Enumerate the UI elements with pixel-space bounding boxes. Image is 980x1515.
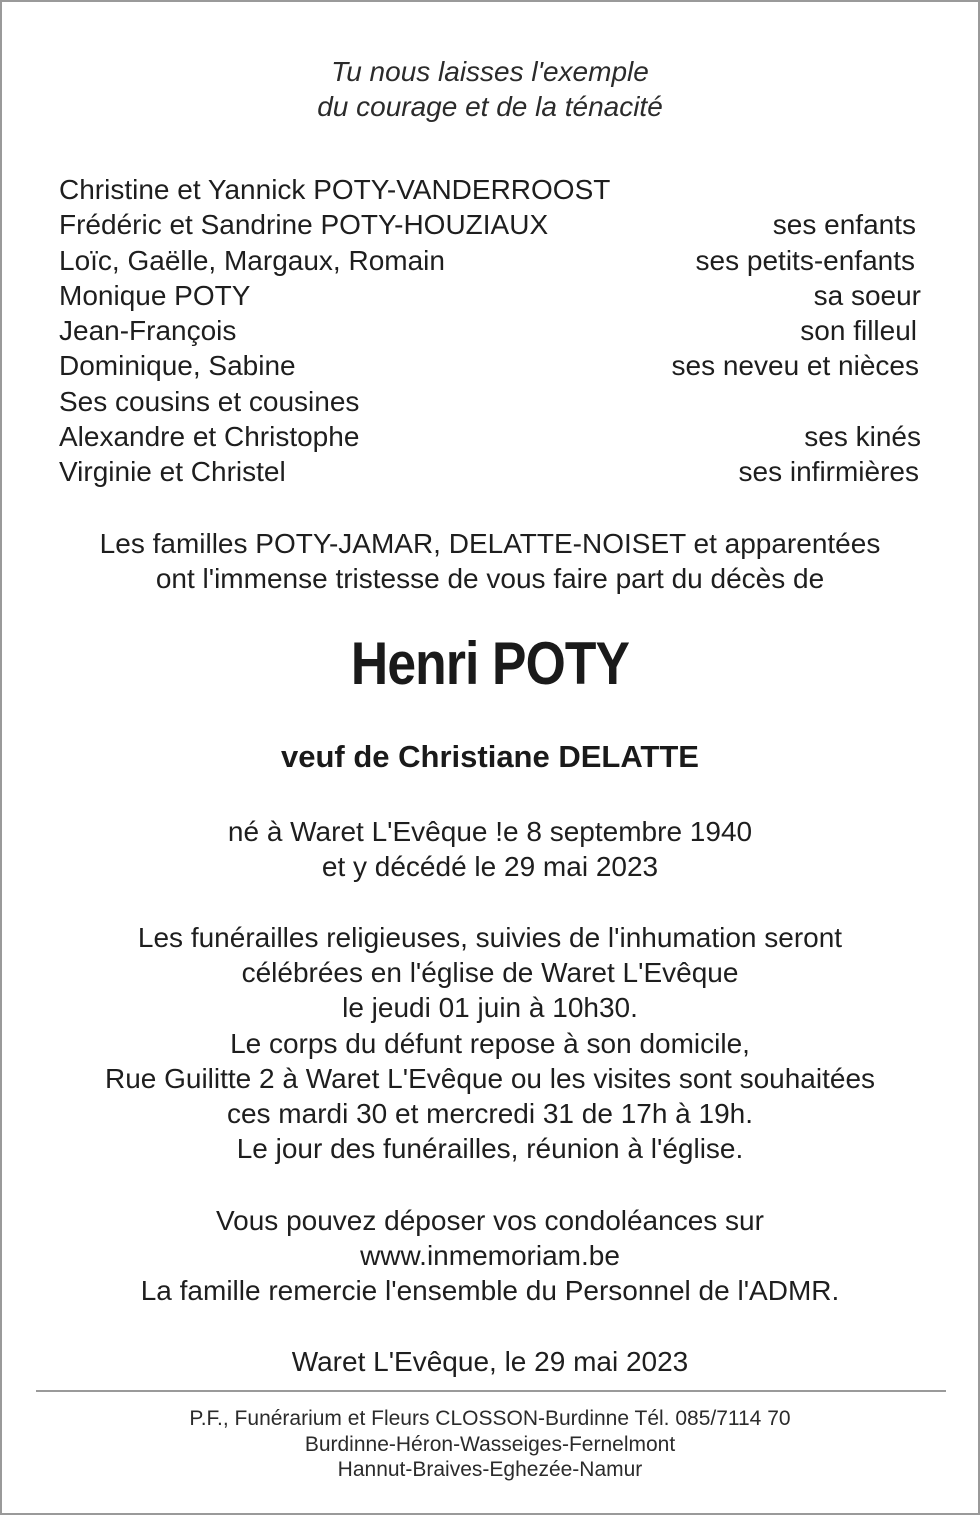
footer-divider	[36, 1390, 946, 1392]
family-names: Virginie et Christel	[59, 456, 286, 488]
family-names: Dominique, Sabine	[59, 350, 296, 382]
intro-line-1: Les familles POTY-JAMAR, DELATTE-NOISET et apparentées	[99, 528, 881, 559]
deceased-name: Henri POTY	[350, 630, 630, 697]
condolences-line: Vous pouvez déposer vos condoléances sur	[216, 1205, 764, 1236]
birth-line: né à Waret L'Evêque !e 8 septembre 1940	[227, 816, 753, 847]
family-relation: ses enfants	[772, 209, 916, 241]
footer-line-3: Hannut-Braives-Eghezée-Namur	[337, 1458, 643, 1481]
widow-of: veuf de Christiane DELATTE	[281, 739, 699, 774]
funeral-line: Le jour des funérailles, réunion à l'église.	[236, 1133, 744, 1165]
family-names: Frédéric et Sandrine POTY-HOUZIAUX	[59, 209, 549, 241]
family-relation: ses petits-enfants	[695, 244, 915, 276]
footer-line-1: P.F., Funérarium et Fleurs CLOSSON-Burdinne Tél. 085/7114 70	[189, 1407, 791, 1430]
quote-line-1: Tu nous laisses l'exemple	[331, 56, 649, 87]
funeral-line: le jeudi 01 juin à 10h30.	[342, 992, 638, 1024]
announcement-intro	[2, 526, 978, 596]
family-row	[59, 419, 921, 454]
family-row	[59, 278, 921, 313]
quote-line-2: du courage et de la ténacité	[317, 91, 663, 122]
condolences-info	[2, 1203, 978, 1309]
family-names: Ses cousins et cousines	[59, 385, 360, 417]
footer-line-2: Burdinne-Héron-Wasseiges-Fernelmont	[304, 1432, 676, 1456]
family-row	[59, 348, 921, 383]
funeral-home-footer	[2, 1406, 978, 1483]
family-relation: sa soeur	[813, 279, 921, 311]
family-row	[59, 207, 921, 242]
family-relation: ses infirmières	[738, 456, 919, 488]
family-names: Loïc, Gaëlle, Margaux, Romain	[59, 244, 445, 276]
funeral-line: célébrées en l'église de Waret L'Evêque	[241, 957, 739, 989]
family-names: Jean-François	[59, 315, 237, 347]
family-row	[59, 243, 921, 278]
family-names: Christine et Yannick POTY-VANDERROOST	[59, 174, 611, 205]
funeral-line: Les funérailles religieuses, suivies de l'inhumation seront	[137, 922, 843, 953]
funeral-details	[2, 920, 978, 1166]
family-row	[59, 384, 921, 419]
death-line: et y décédé le 29 mai 2023	[321, 851, 659, 883]
birth-death-info	[2, 814, 978, 884]
family-relation: ses kinés	[804, 421, 921, 453]
place-date: Waret L'Evêque, le 29 mai 2023	[291, 1346, 689, 1377]
family-row	[59, 313, 921, 348]
family-names: Monique POTY	[59, 279, 251, 311]
funeral-line: Rue Guilitte 2 à Waret L'Evêque ou les visites sont souhaitées	[104, 1062, 876, 1094]
family-list	[59, 172, 921, 490]
condolences-website: www.inmemoriam.be	[360, 1240, 620, 1272]
family-row	[59, 454, 921, 489]
epigraph-quote	[2, 54, 978, 124]
family-relation: ses neveu et nièces	[671, 350, 919, 382]
thanks-line: La famille remercie l'ensemble du Personnel de l'ADMR.	[140, 1275, 840, 1307]
family-relation: son filleul	[800, 315, 917, 347]
family-row	[59, 172, 921, 207]
family-names: Alexandre et Christophe	[59, 421, 360, 453]
funeral-line: Le corps du défunt repose à son domicile,	[230, 1027, 750, 1059]
intro-line-2: ont l'immense tristesse de vous faire part du décès de	[155, 563, 825, 595]
funeral-line: ces mardi 30 et mercredi 31 de 17h à 19h.	[226, 1098, 754, 1130]
